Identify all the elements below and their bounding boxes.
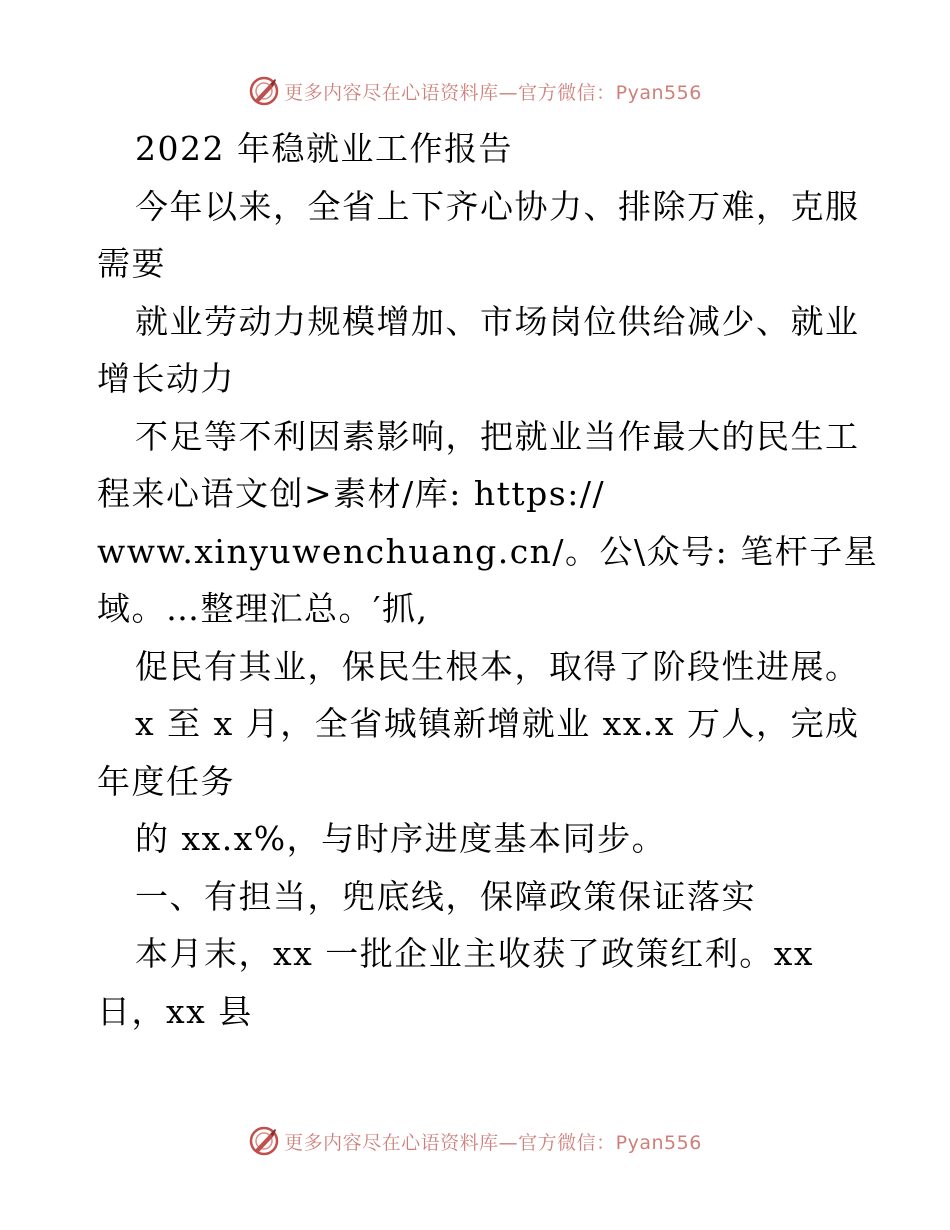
section-heading: 一、有担当，兜底线，保障政策保证落实 bbox=[135, 876, 756, 916]
text-line: www.xinyuwenchuang.cn/。公\众号: 笔杆子星 bbox=[97, 531, 879, 571]
text-line: 本月末，xx 一批企业主收获了政策红利。xx bbox=[135, 934, 814, 973]
document-title: 2022 年稳就业工作报告 bbox=[135, 129, 513, 168]
pen-logo-icon bbox=[248, 75, 280, 107]
text-line: 需要 bbox=[97, 244, 166, 283]
text-line: 就业劳动力规模增加、市场岗位供给减少、就业 bbox=[135, 301, 860, 341]
text-line: 程来心语文创>素材/库: https:// bbox=[97, 474, 606, 513]
header-watermark-text: 更多内容尽在心语资料库—官方微信：Pyan556 bbox=[284, 81, 702, 104]
document-body bbox=[97, 120, 879, 1040]
text-line: 域。…整理汇总。′抓, bbox=[97, 589, 429, 628]
text-line: 日，xx 县 bbox=[97, 991, 253, 1031]
text-line: 不足等不利因素影响，把就业当作最大的民生工 bbox=[135, 416, 860, 456]
footer-watermark-text: 更多内容尽在心语资料库—官方微信：Pyan556 bbox=[284, 1131, 702, 1154]
text-line: 促民有其业，保民生根本，取得了阶段性进展。 bbox=[135, 646, 860, 686]
header-watermark bbox=[0, 71, 950, 111]
text-line: 年度任务 bbox=[97, 761, 235, 801]
text-line: x 至 x 月，全省城镇新增就业 xx.x 万人，完成 bbox=[135, 704, 860, 743]
footer-watermark bbox=[0, 1121, 950, 1161]
text-line: 今年以来，全省上下齐心协力、排除万难，克服 bbox=[135, 186, 860, 226]
pen-logo-icon bbox=[248, 1125, 280, 1157]
text-line: 的 xx.x%，与时序进度基本同步。 bbox=[135, 819, 667, 858]
text-line: 增长动力 bbox=[97, 359, 235, 398]
